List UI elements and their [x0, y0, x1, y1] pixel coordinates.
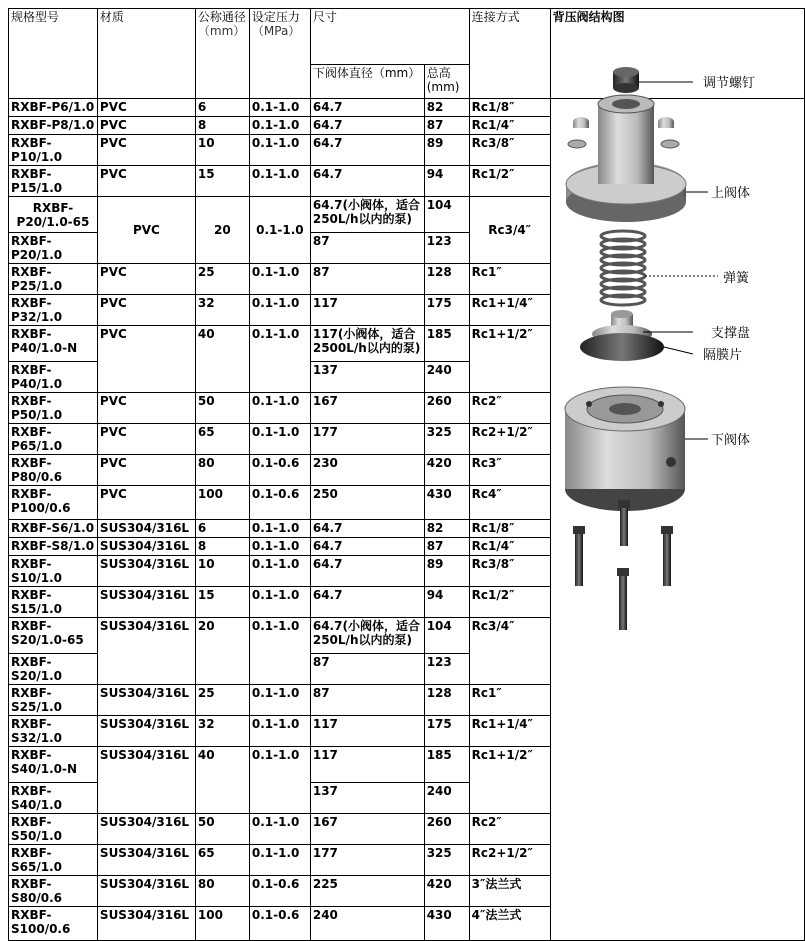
cell-nominal: 15	[195, 587, 249, 618]
spring-part	[601, 231, 718, 305]
cell-material: PVC	[97, 264, 195, 295]
header-diagram: 背压阀结构图	[550, 9, 804, 99]
cell-material: SUS304/316L	[97, 747, 195, 814]
cell-connection: Rc1″	[469, 264, 550, 295]
cell-lower-dia: 64.7	[310, 587, 424, 618]
cell-model: RXBF-S32/1.0	[9, 716, 98, 747]
cell-height: 94	[424, 166, 469, 197]
cell-model: RXBF-S20/1.0	[9, 654, 98, 685]
cell-height: 175	[424, 716, 469, 747]
cell-lower-dia: 167	[310, 393, 424, 424]
cell-model: RXBF-S80/0.6	[9, 876, 98, 907]
cell-model: RXBF-S8/1.0	[9, 538, 98, 556]
cell-connection: Rc2+1/2″	[469, 424, 550, 455]
label-upper: 上阀体	[711, 186, 751, 201]
header-pressure	[249, 9, 310, 99]
header-height-unit: (mm)	[426, 80, 460, 94]
cell-lower-dia: 117	[310, 716, 424, 747]
header-pressure-unit: （MPa）	[251, 24, 301, 38]
cell-height: 82	[424, 99, 469, 117]
header-pressure-label: 设定压力	[251, 10, 300, 24]
header-height	[424, 65, 469, 99]
header-lower-dia: 下阀体直径（mm）	[310, 65, 424, 99]
cell-connection: Rc3/8″	[469, 556, 550, 587]
header-nominal-label: 公称通径	[197, 10, 246, 24]
cell-lower-dia: 137	[310, 783, 424, 814]
cell-model: RXBF-S65/1.0	[9, 845, 98, 876]
cell-connection: Rc1/4″	[469, 538, 550, 556]
cell-nominal: 50	[195, 393, 249, 424]
cell-material: SUS304/316L	[97, 587, 195, 618]
cell-nominal: 100	[195, 486, 249, 520]
cell-height: 104	[424, 618, 469, 654]
cell-lower-dia: 87	[310, 685, 424, 716]
cell-lower-dia: 167	[310, 814, 424, 845]
cell-height: 240	[424, 362, 469, 393]
cell-height: 128	[424, 264, 469, 295]
cell-connection: Rc3/8″	[469, 135, 550, 166]
cell-lower-dia: 117	[310, 747, 424, 783]
cell-height: 185	[424, 747, 469, 783]
cell-connection: Rc1/8″	[469, 99, 550, 117]
cell-material: PVC	[97, 393, 195, 424]
cell-connection: Rc1/2″	[469, 587, 550, 618]
cell-height: 94	[424, 587, 469, 618]
cell-material: PVC	[97, 197, 195, 264]
cell-nominal: 10	[195, 135, 249, 166]
cell-model: RXBF-P15/1.0	[9, 166, 98, 197]
cell-pressure: 0.1-1.0	[249, 295, 310, 326]
cell-material: PVC	[97, 455, 195, 486]
cell-connection: Rc1+1/2″	[469, 747, 550, 814]
cell-pressure: 0.1-1.0	[249, 326, 310, 393]
cell-material: SUS304/316L	[97, 556, 195, 587]
cell-model: RXBF-S40/1.0	[9, 783, 98, 814]
cell-height: 240	[424, 783, 469, 814]
cell-pressure: 0.1-1.0	[249, 747, 310, 814]
cell-material: SUS304/316L	[97, 618, 195, 685]
cell-height: 420	[424, 455, 469, 486]
cell-model: RXBF-P20/1.0	[9, 233, 98, 264]
cell-height: 87	[424, 117, 469, 135]
header-row	[9, 9, 805, 65]
lower-body-part	[565, 387, 708, 511]
cell-height: 87	[424, 538, 469, 556]
cell-connection: Rc1+1/4″	[469, 295, 550, 326]
cell-model: RXBF-S100/0.6	[9, 907, 98, 941]
label-support: 支撑盘	[711, 326, 751, 341]
cell-nominal: 25	[195, 685, 249, 716]
cell-connection: Rc2″	[469, 814, 550, 845]
cell-height: 89	[424, 135, 469, 166]
cell-pressure: 0.1-1.0	[249, 166, 310, 197]
cell-pressure: 0.1-1.0	[249, 538, 310, 556]
cell-height: 260	[424, 814, 469, 845]
cell-model: RXBF-P50/1.0	[9, 393, 98, 424]
cell-lower-dia: 177	[310, 845, 424, 876]
cell-connection: Rc1/2″	[469, 166, 550, 197]
valve-diagram	[553, 64, 800, 664]
header-material: 材质	[97, 9, 195, 99]
cell-model: RXBF-S6/1.0	[9, 520, 98, 538]
cell-lower-dia: 250	[310, 486, 424, 520]
cell-lower-dia: 64.7	[310, 117, 424, 135]
cell-lower-dia: 87	[310, 264, 424, 295]
cell-material: SUS304/316L	[97, 685, 195, 716]
cell-height: 128	[424, 685, 469, 716]
cell-pressure: 0.1-1.0	[249, 556, 310, 587]
label-lower: 下阀体	[711, 433, 751, 448]
cell-model: RXBF-S25/1.0	[9, 685, 98, 716]
cell-lower-dia: 64.7	[310, 135, 424, 166]
cell-nominal: 100	[195, 907, 249, 941]
cell-nominal: 10	[195, 556, 249, 587]
cell-height: 82	[424, 520, 469, 538]
cell-nominal: 32	[195, 716, 249, 747]
cell-nominal: 8	[195, 117, 249, 135]
cell-height: 430	[424, 486, 469, 520]
cell-height: 325	[424, 845, 469, 876]
bolts-part	[573, 500, 673, 630]
cell-model: RXBF-S50/1.0	[9, 814, 98, 845]
cell-connection: Rc1+1/2″	[469, 326, 550, 393]
cell-model: RXBF-P40/1.0-N	[9, 326, 98, 362]
cell-height: 185	[424, 326, 469, 362]
cell-pressure: 0.1-1.0	[249, 135, 310, 166]
cell-model: RXBF-P8/1.0	[9, 117, 98, 135]
cell-material: PVC	[97, 166, 195, 197]
cell-connection: Rc1″	[469, 685, 550, 716]
cell-height: 325	[424, 424, 469, 455]
cell-nominal: 40	[195, 326, 249, 393]
cell-material: PVC	[97, 135, 195, 166]
cell-height: 89	[424, 556, 469, 587]
cell-nominal: 20	[195, 618, 249, 685]
cell-model: RXBF-S15/1.0	[9, 587, 98, 618]
cell-height: 175	[424, 295, 469, 326]
cell-nominal: 20	[195, 197, 249, 264]
cell-lower-dia: 87	[310, 233, 424, 264]
cell-pressure: 0.1-0.6	[249, 455, 310, 486]
cell-nominal: 8	[195, 538, 249, 556]
cell-model: RXBF-P65/1.0	[9, 424, 98, 455]
cell-connection: Rc2″	[469, 393, 550, 424]
cell-material: SUS304/316L	[97, 845, 195, 876]
cell-pressure: 0.1-0.6	[249, 876, 310, 907]
cell-height: 123	[424, 654, 469, 685]
cell-model: RXBF-P25/1.0	[9, 264, 98, 295]
cell-connection: Rc3/4″	[469, 618, 550, 685]
cell-model: RXBF-S40/1.0-N	[9, 747, 98, 783]
cell-pressure: 0.1-1.0	[249, 393, 310, 424]
cell-connection: Rc3/4″	[469, 197, 550, 264]
screw-part	[613, 67, 693, 93]
cell-lower-dia: 137	[310, 362, 424, 393]
cell-model: RXBF-P80/0.6	[9, 455, 98, 486]
cell-connection: 4″法兰式	[469, 907, 550, 941]
cell-nominal: 80	[195, 876, 249, 907]
cell-model: RXBF-S20/1.0-65	[9, 618, 98, 654]
cell-material: SUS304/316L	[97, 538, 195, 556]
cell-connection: Rc1/8″	[469, 520, 550, 538]
cell-nominal: 65	[195, 424, 249, 455]
cell-lower-dia: 64.7	[310, 556, 424, 587]
cell-lower-dia: 64.7	[310, 538, 424, 556]
cell-lower-dia: 64.7	[310, 520, 424, 538]
cell-lower-dia: 225	[310, 876, 424, 907]
cell-material: PVC	[97, 486, 195, 520]
cell-lower-dia: 64.7	[310, 166, 424, 197]
cell-lower-dia: 117	[310, 295, 424, 326]
label-spring: 弹簧	[723, 271, 750, 286]
cell-material: SUS304/316L	[97, 520, 195, 538]
cell-nominal: 32	[195, 295, 249, 326]
cell-model: RXBF-P20/1.0-65	[9, 197, 98, 233]
cell-nominal: 15	[195, 166, 249, 197]
cell-pressure: 0.1-1.0	[249, 424, 310, 455]
cell-connection: 3″法兰式	[469, 876, 550, 907]
cell-pressure: 0.1-1.0	[249, 685, 310, 716]
cell-pressure: 0.1-1.0	[249, 117, 310, 135]
cell-material: SUS304/316L	[97, 814, 195, 845]
cell-connection: Rc1+1/4″	[469, 716, 550, 747]
cell-connection: Rc1/4″	[469, 117, 550, 135]
cell-material: PVC	[97, 326, 195, 393]
header-height-label: 总高	[426, 66, 451, 80]
cell-nominal: 50	[195, 814, 249, 845]
cell-pressure: 0.1-0.6	[249, 486, 310, 520]
cell-lower-dia: 230	[310, 455, 424, 486]
cell-material: SUS304/316L	[97, 907, 195, 941]
cell-model: RXBF-P32/1.0	[9, 295, 98, 326]
cell-pressure: 0.1-1.0	[249, 99, 310, 117]
label-diaphragm: 隔膜片	[703, 348, 743, 363]
cell-model: RXBF-P100/0.6	[9, 486, 98, 520]
cell-pressure: 0.1-0.6	[249, 907, 310, 941]
cell-pressure: 0.1-1.0	[249, 618, 310, 685]
cell-material: PVC	[97, 295, 195, 326]
cell-pressure: 0.1-1.0	[249, 845, 310, 876]
header-nominal-unit: （mm）	[197, 24, 246, 38]
cell-connection: Rc4″	[469, 486, 550, 520]
cell-lower-dia: 117(小阀体，适合2500L/h以内的泵)	[310, 326, 424, 362]
cell-height: 430	[424, 907, 469, 941]
cell-height: 123	[424, 233, 469, 264]
cell-pressure: 0.1-1.0	[249, 814, 310, 845]
cell-material: SUS304/316L	[97, 876, 195, 907]
cell-lower-dia: 240	[310, 907, 424, 941]
cell-pressure: 0.1-1.0	[249, 716, 310, 747]
cell-nominal: 65	[195, 845, 249, 876]
header-nominal	[195, 9, 249, 99]
cell-material: PVC	[97, 117, 195, 135]
spring-coil	[601, 295, 645, 305]
upper-body-part	[566, 95, 708, 222]
cell-nominal: 6	[195, 520, 249, 538]
cell-connection: Rc2+1/2″	[469, 845, 550, 876]
cell-lower-dia: 64.7(小阀体，适合250L/h以内的泵)	[310, 618, 424, 654]
cell-height: 260	[424, 393, 469, 424]
cell-nominal: 40	[195, 747, 249, 814]
header-size: 尺寸	[310, 9, 469, 65]
header-connection: 连接方式	[469, 9, 550, 99]
cell-nominal: 6	[195, 99, 249, 117]
cell-nominal: 25	[195, 264, 249, 295]
cell-height: 104	[424, 197, 469, 233]
cell-material: PVC	[97, 424, 195, 455]
cell-model: RXBF-P10/1.0	[9, 135, 98, 166]
cell-material: PVC	[97, 99, 195, 117]
cell-lower-dia: 87	[310, 654, 424, 685]
cell-model: RXBF-P40/1.0	[9, 362, 98, 393]
label-screw: 调节螺钉	[703, 76, 756, 91]
cell-pressure: 0.1-1.0	[249, 587, 310, 618]
cell-pressure: 0.1-1.0	[249, 264, 310, 295]
cell-nominal: 80	[195, 455, 249, 486]
header-model: 规格型号	[9, 9, 98, 99]
cell-lower-dia: 64.7	[310, 99, 424, 117]
cell-pressure: 0.1-1.0	[249, 197, 310, 264]
cell-connection: Rc3″	[469, 455, 550, 486]
cell-lower-dia: 177	[310, 424, 424, 455]
cell-pressure: 0.1-1.0	[249, 520, 310, 538]
support-diaphragm-part	[580, 310, 693, 361]
cell-model: RXBF-P6/1.0	[9, 99, 98, 117]
cell-material: SUS304/316L	[97, 716, 195, 747]
cell-lower-dia: 64.7(小阀体，适合250L/h以内的泵)	[310, 197, 424, 233]
cell-height: 420	[424, 876, 469, 907]
cell-model: RXBF-S10/1.0	[9, 556, 98, 587]
